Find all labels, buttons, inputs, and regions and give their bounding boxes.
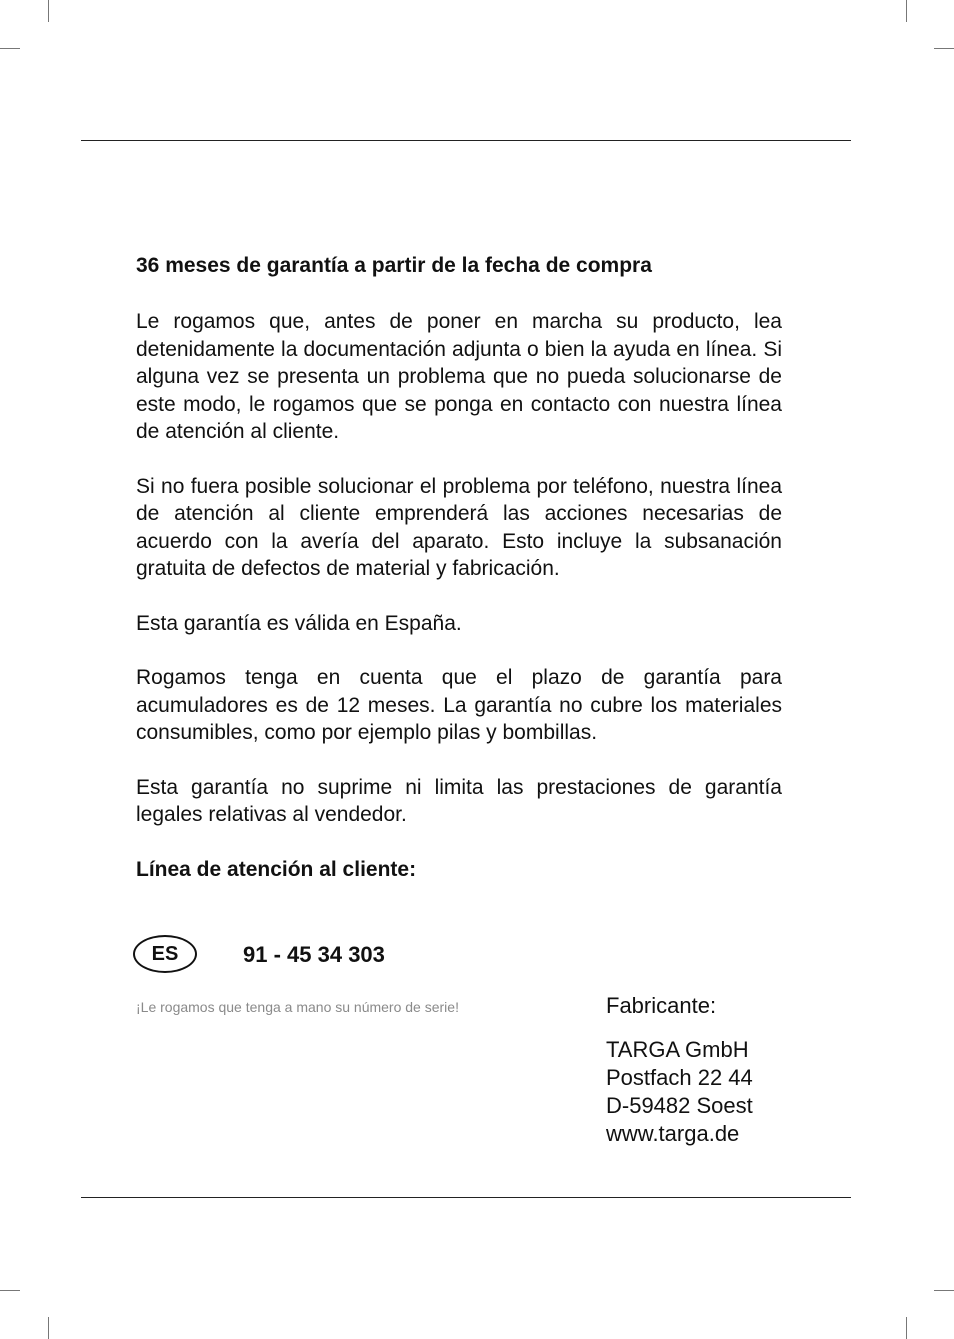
manufacturer-city: D-59482 Soest: [606, 1093, 753, 1118]
crop-mark-bottom-left-vertical: [48, 1317, 49, 1339]
manufacturer-name: TARGA GmbH: [606, 1037, 749, 1062]
crop-mark-bottom-left-horizontal: [0, 1290, 20, 1291]
bottom-divider: [81, 1197, 851, 1198]
crop-mark-bottom-right-vertical: [906, 1317, 907, 1339]
manufacturer-postbox: Postfach 22 44: [606, 1065, 753, 1090]
crop-mark-top-left-vertical: [48, 0, 49, 22]
country-badge: ES: [133, 935, 197, 973]
crop-mark-bottom-right-horizontal: [934, 1290, 954, 1291]
hotline-label: Línea de atención al cliente:: [136, 857, 417, 881]
warranty-text: [136, 252, 782, 884]
hotline: [133, 935, 533, 977]
serial-number-note: ¡Le rogamos que tenga a mano su número de serie!: [136, 999, 459, 1015]
paragraph-phone-support: Si no fuera posible solucionar el problema por teléfono, nuestra línea de atención al cliente emprenderá las acciones necesarias de acuerdo con la avería del aparato. Esto incluye la subsanación gratuita de defectos de material y fabricación.: [136, 474, 782, 580]
paragraph-intro: Le rogamos que, antes de poner en marcha su producto, lea detenidamente la documentación adjunta o bien la ayuda en línea. Si alguna vez se presenta un problema que no pueda solucionarse de este modo, le rogamos que se ponga en contacto con nuestra línea de atención al cliente.: [136, 310, 782, 443]
hotline-phone: 91 - 45 34 303: [243, 942, 385, 967]
paragraph-legal: Esta garantía no suprime ni limita las prestaciones de garantía legales relativas al vendedor.: [136, 775, 782, 826]
crop-mark-top-right-vertical: [906, 0, 907, 22]
crop-mark-top-left-horizontal: [0, 48, 20, 49]
warranty-heading: 36 meses de garantía a partir de la fecha de compra: [136, 254, 652, 277]
manufacturer-block: [606, 992, 846, 1148]
manufacturer-website: www.targa.de: [606, 1121, 740, 1146]
paragraph-validity: Esta garantía es válida en España.: [136, 611, 462, 635]
top-divider: [81, 140, 851, 141]
manufacturer-label: Fabricante:: [606, 993, 717, 1018]
paragraph-batteries: Rogamos tenga en cuenta que el plazo de garantía para acumuladores es de 12 meses. La garantía no cubre los materiales consumibles, como por ejemplo pilas y bombillas.: [136, 666, 782, 744]
crop-mark-top-right-horizontal: [934, 48, 954, 49]
